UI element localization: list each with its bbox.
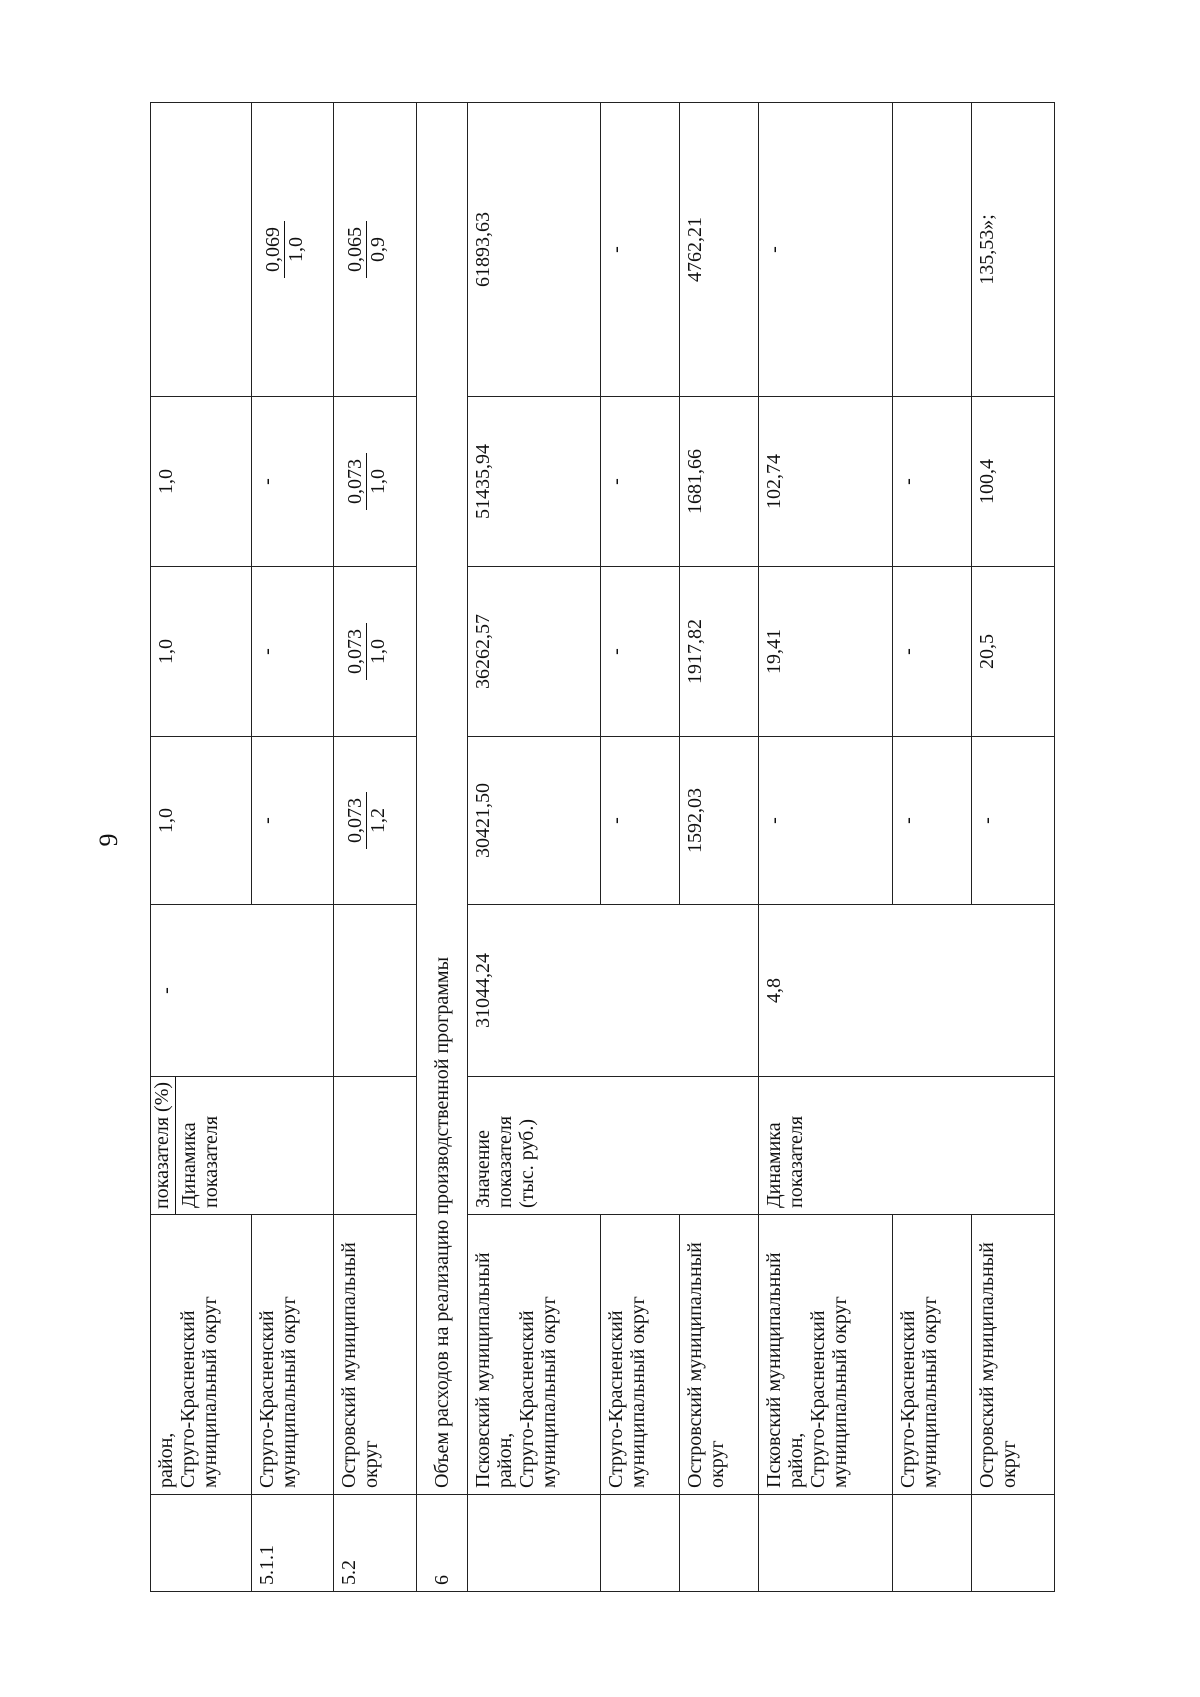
value-cell: - xyxy=(251,567,333,737)
value-cell xyxy=(333,737,416,905)
indicators-table xyxy=(150,102,1055,1592)
fraction-value xyxy=(262,221,307,278)
value-cell: - xyxy=(601,737,680,905)
table-row xyxy=(251,103,333,1592)
value-cell: - xyxy=(971,737,1054,905)
value-cell xyxy=(251,103,333,397)
fraction-value xyxy=(344,792,389,849)
area-name-cell: Струго-Красненский муниципальный округ xyxy=(251,1215,333,1495)
area-name-cell: Струго-Красненский муниципальный округ xyxy=(601,1215,680,1495)
row-number-cell xyxy=(467,1495,601,1592)
value-cell: - xyxy=(892,737,971,905)
fraction-top: 0,073 xyxy=(344,792,367,849)
area-name-cell: Островский муниципальный округ xyxy=(333,1215,416,1495)
value-cell xyxy=(333,397,416,567)
base-value-cell: - xyxy=(151,905,334,1077)
fraction-bottom: 1,0 xyxy=(366,469,389,494)
rotated-table-container xyxy=(150,103,1055,1592)
value-cell: 1592,03 xyxy=(680,737,759,905)
area-name-cell: Островский муниципальный округ xyxy=(971,1215,1054,1495)
fraction-top: 0,065 xyxy=(344,221,367,278)
row-number-cell xyxy=(601,1495,680,1592)
indicator-label: Динамика показателя xyxy=(178,1115,222,1208)
base-value-cell xyxy=(333,905,416,1077)
base-value-cell: 31044,24 xyxy=(467,905,758,1077)
fraction-value xyxy=(344,623,389,680)
fraction-bottom: 0,9 xyxy=(366,237,389,262)
fraction-bottom: 1,0 xyxy=(284,237,307,262)
indicator-cell xyxy=(151,1077,334,1215)
table-row xyxy=(151,103,252,1592)
value-cell: 135,53»; xyxy=(971,103,1054,397)
table-row xyxy=(333,103,416,1592)
fraction-top: 0,069 xyxy=(262,221,285,278)
value-cell: - xyxy=(759,737,893,905)
table-row xyxy=(971,103,1054,1592)
indicator-cell: Значение показателя (тыс. руб.) xyxy=(467,1077,758,1215)
value-cell: 61893,63 xyxy=(467,103,601,397)
value-cell: 36262,57 xyxy=(467,567,601,737)
table-row xyxy=(680,103,759,1592)
fraction-top: 0,073 xyxy=(344,453,367,510)
value-cell: - xyxy=(601,103,680,397)
fraction-top: 0,073 xyxy=(344,623,367,680)
page-number: 9 xyxy=(94,833,123,847)
value-cell xyxy=(151,103,252,397)
value-cell xyxy=(892,103,971,397)
value-cell: 102,74 xyxy=(759,397,893,567)
value-cell xyxy=(333,567,416,737)
value-cell: - xyxy=(892,567,971,737)
indicator-cell: Динамика показателя xyxy=(759,1077,1055,1215)
fraction-bottom: 1,0 xyxy=(366,639,389,664)
value-cell: - xyxy=(251,397,333,567)
row-number-cell: 6 xyxy=(417,1495,467,1592)
value-cell: 51435,94 xyxy=(467,397,601,567)
fraction-bottom: 1,2 xyxy=(366,808,389,833)
value-cell: 30421,50 xyxy=(467,737,601,905)
fraction-value xyxy=(344,453,389,510)
value-cell: - xyxy=(759,103,893,397)
section-row xyxy=(417,103,467,1592)
fraction-value xyxy=(344,221,389,278)
area-name-cell: Псковский муниципальный район, Струго-Красненский муниципальный округ xyxy=(467,1215,601,1495)
value-cell: - xyxy=(601,397,680,567)
table-row xyxy=(601,103,680,1592)
row-number-cell xyxy=(151,1495,252,1592)
value-cell: 1917,82 xyxy=(680,567,759,737)
row-number-cell: 5.1.1 xyxy=(251,1495,333,1592)
value-cell: 1,0 xyxy=(151,397,252,567)
value-cell: 20,5 xyxy=(971,567,1054,737)
value-cell: 100,4 xyxy=(971,397,1054,567)
row-number-cell xyxy=(680,1495,759,1592)
row-number-cell xyxy=(759,1495,893,1592)
value-cell: - xyxy=(892,397,971,567)
value-cell: 19,41 xyxy=(759,567,893,737)
row-number-cell: 5.2 xyxy=(333,1495,416,1592)
row-number-cell xyxy=(971,1495,1054,1592)
indicator-label: показателя (%) xyxy=(151,1077,176,1214)
base-value-cell: 4,8 xyxy=(759,905,1055,1077)
area-name-cell: Псковский муниципальный район, Струго-Красненский муниципальный округ xyxy=(759,1215,893,1495)
value-cell: 1681,66 xyxy=(680,397,759,567)
value-cell: - xyxy=(251,737,333,905)
table-row xyxy=(892,103,971,1592)
area-name-cell: Струго-Красненский муниципальный округ xyxy=(892,1215,971,1495)
value-cell: 1,0 xyxy=(151,737,252,905)
area-name-cell: район, Струго-Красненский муниципальный округ xyxy=(151,1215,252,1495)
indicator-cell xyxy=(333,1077,416,1215)
table-row xyxy=(759,103,893,1592)
table-row xyxy=(467,103,601,1592)
section-title: Объем расходов на реализацию производственной программы xyxy=(417,103,467,1495)
value-cell: 1,0 xyxy=(151,567,252,737)
value-cell: - xyxy=(601,567,680,737)
value-cell: 4762,21 xyxy=(680,103,759,397)
row-number-cell xyxy=(892,1495,971,1592)
area-name-cell: Островский муниципальный округ xyxy=(680,1215,759,1495)
value-cell xyxy=(333,103,416,397)
